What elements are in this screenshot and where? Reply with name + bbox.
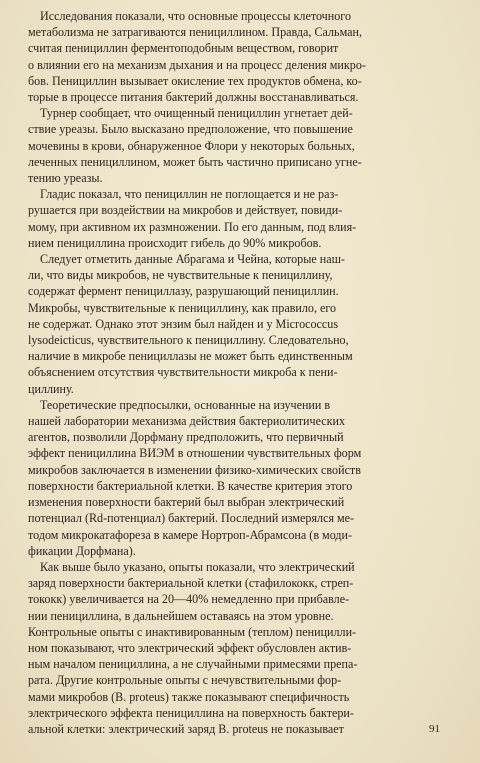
paragraph [28, 186, 458, 251]
text-line: нии пенициллина, в дальнейшем оставаясь на этом уровне. [28, 608, 334, 623]
text-line: мами микробов (B. proteus) также показывают специфичность [28, 689, 350, 704]
text-line: ным началом пенициллина, а не случайными примесями препа- [28, 657, 358, 672]
text-line: заряд поверхности бактериальной клетки (стафилококк, стреп- [28, 576, 354, 591]
paragraph [28, 105, 458, 186]
text-line: объяснением отсутствия чувствительности микроба к пени- [28, 365, 338, 380]
text-line: циллину. [28, 381, 74, 396]
text-line: lysodeicticus, чувствительного к пенициллину. Следовательно, [28, 333, 349, 348]
text-line: содержат фермент пенициллазу, разрушающий пенициллин. [28, 284, 339, 299]
text-line: нием пенициллина происходит гибель до 90% микробов. [28, 235, 322, 250]
text-line: бов. Пенициллин вызывает окисление тех продуктов обмена, ко- [28, 73, 362, 88]
text-line: микробов заключается в изменении физико-химических свойств [28, 462, 361, 477]
text-line: эффект пенициллина ВИЭМ в отношении чувствительных форм [28, 446, 362, 461]
text-line: ствие уреазы. Было высказано предположение, что повышение [28, 122, 353, 137]
text-line: Турнер сообщает, что очищенный пенициллин угнетает дей- [40, 106, 353, 121]
text-line: не содержат. Однако этот энзим был найден и у Micrococcus [28, 316, 339, 331]
text-line: тодом микрокатафореза в камере Нортроп-Абрамсона (в моди- [28, 527, 353, 542]
text-line: Исследования показали, что основные процессы клеточного [40, 9, 351, 23]
text-line: потенциал (Rd-потенциал) бактерий. Последний измерялся ме- [28, 511, 355, 526]
text-line: рата. Другие контрольные опыты с нечувствительными фор- [28, 673, 342, 688]
text-line: агентов, позволили Дорфману предположить, что первичный [28, 430, 344, 445]
paragraph [28, 397, 458, 559]
body-text [28, 8, 458, 737]
text-line: о влиянии его на механизм дыхания и на процесс деления микро- [28, 57, 366, 72]
text-line: Гладис показал, что пенициллин не поглощается и не раз- [40, 187, 339, 202]
paragraph [28, 8, 458, 105]
text-line: электрического эффекта пенициллина на поверхность бактери- [28, 705, 354, 720]
text-line: Следует отметить данные Абрагама и Чейна, которые наш- [40, 252, 345, 267]
text-line: изменения поверхности бактерий был выбран электрический [28, 495, 345, 510]
text-line: наличие в микробе пенициллазы не может быть единственным [28, 349, 353, 364]
text-line: фикации Дорфмана). [28, 543, 136, 558]
paragraph [28, 251, 458, 397]
text-line: метаболизма не затрагиваются пенициллином. Правда, Сальман, [28, 25, 363, 40]
text-line: тококк) увеличивается на 20—40% немедленно при прибавле- [28, 592, 350, 607]
text-line: Как выше было указано, опыты показали, что электрический [40, 559, 355, 574]
text-line: Контрольные опыты с инактивированным (теплом) пеницилли- [28, 624, 357, 639]
text-line: мочевины в крови, обнаруженное Флори у некоторых больных, [28, 138, 355, 153]
text-line: Теоретические предпосылки, основанные на изучении в [40, 397, 331, 412]
paragraph [28, 559, 458, 737]
text-line: считая пенициллин ферментоподобным веществом, говорит [28, 41, 339, 56]
text-line: ли, что виды микробов, не чувствительные к пенициллину, [28, 268, 333, 283]
text-line: мому, при активном их размножении. По его данным, под влия- [28, 219, 357, 234]
text-line: поверхности бактериальной клетки. В качестве критерия этого [28, 478, 353, 493]
text-line: рушается при воздействии на микробов и действует, повиди- [28, 203, 343, 218]
text-line: тению уреазы. [28, 171, 103, 186]
text-line: нашей лаборатории механизма действия бактериолитических [28, 414, 346, 429]
text-line: леченных пенициллином, может быть частично приписано угне- [28, 154, 362, 169]
text-line: Микробы, чувствительные к пенициллину, как правило, его [28, 300, 337, 315]
text-line: альной клетки: электрический заряд B. proteus не показывает [28, 721, 344, 736]
page-number: 91 [429, 723, 440, 735]
text-line: ном показывают, что электрический эффект обусловлен актив- [28, 640, 352, 655]
text-line: торые в процессе питания бактерий должны восстанавливаться. [28, 90, 359, 105]
